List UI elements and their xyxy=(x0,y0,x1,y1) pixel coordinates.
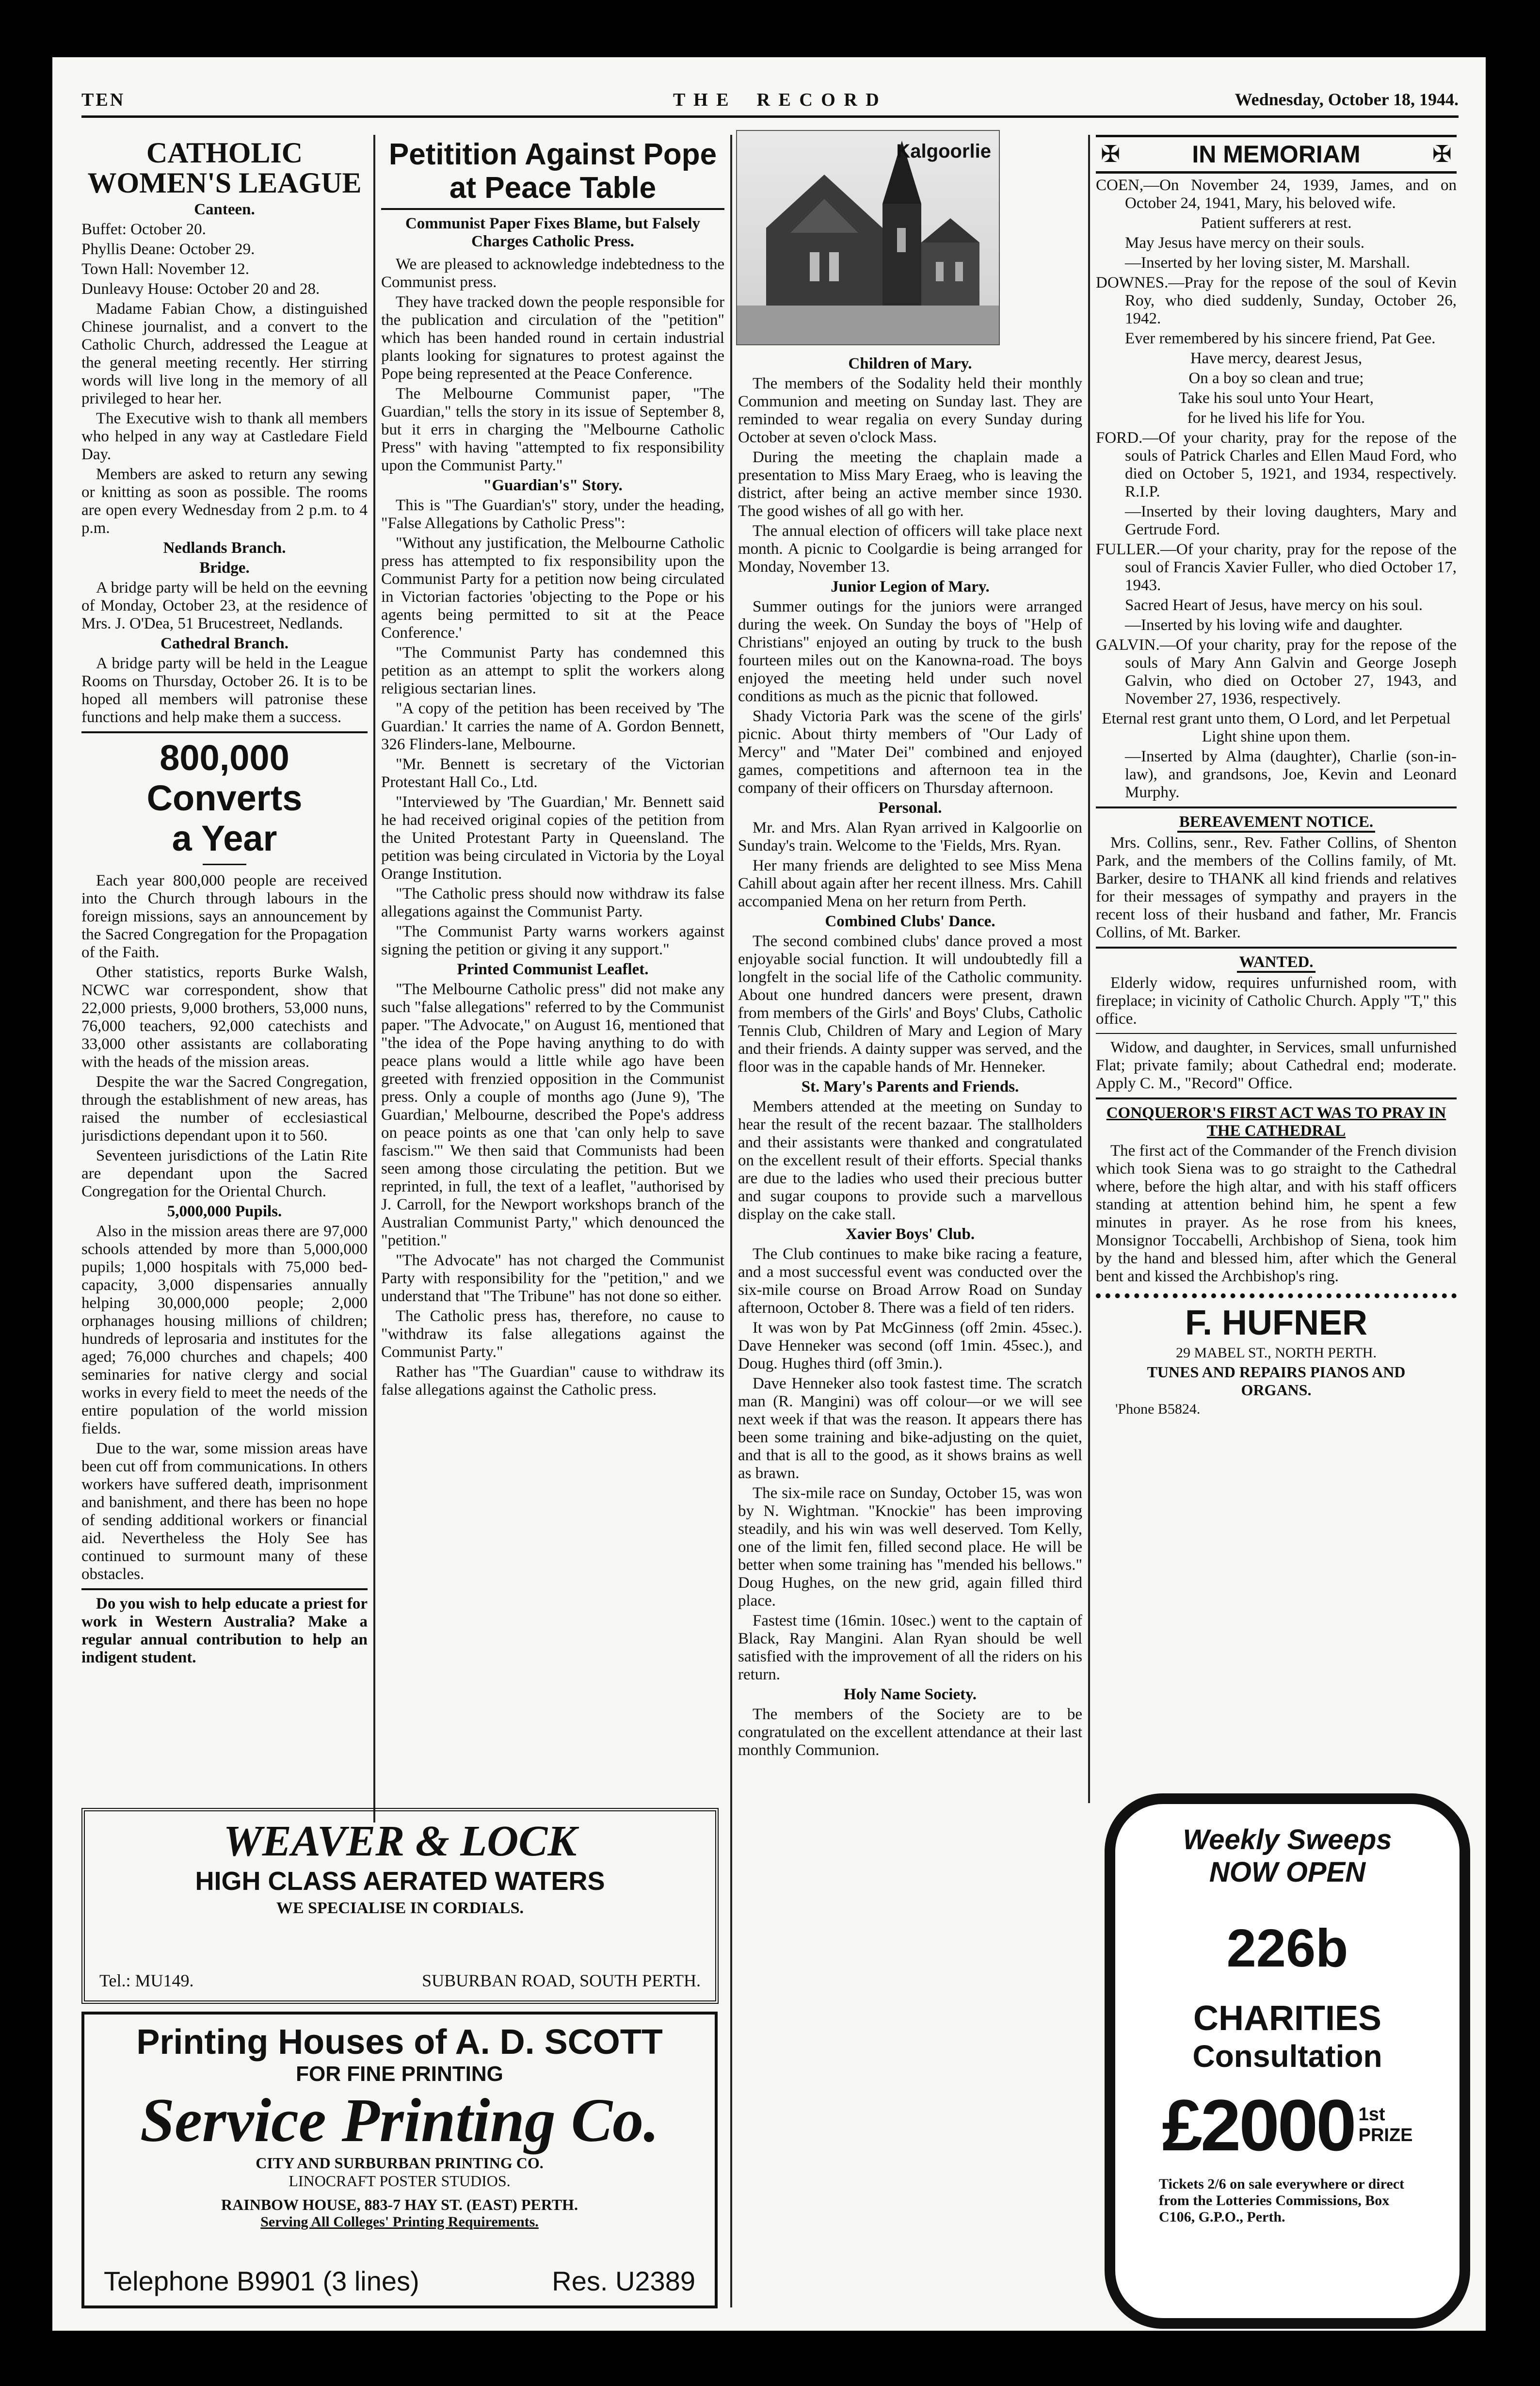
parish-paragraph: During the meeting the chaplain made a presentation to Miss Mary Eraeg, who is leaving the district, after being an active member since 1930. The good wishes of all go with her. xyxy=(738,449,1082,520)
kalgoorlie-church-photo xyxy=(736,130,1000,345)
petition-paragraph: "Interviewed by 'The Guardian,' Mr. Bennett said he had received original copies of the petition from the United Protestant Party in Queensland. The petition was being circulated in Victoria by the Loyal Orange Institution. xyxy=(381,793,724,883)
junior-legion-heading: Junior Legion of Mary. xyxy=(831,578,990,596)
parish-paragraph: The annual election of officers will take place next month. A picnic to Coolgardie is being arranged for Monday, November 13. xyxy=(738,522,1082,576)
conqueror-paragraph: The first act of the Commander of the French division which took Siena was to go straight to the Cathedral where, before the high altar, and with his staff officers standing at attention behind him, he spent a few minutes in prayer. As he rose from his knees, Monsignor Toccabelli, Archbishop of Siena, took him by the hand and blessed him, after which the General bent and kissed the Archbishop's ring. xyxy=(1096,1142,1457,1285)
photo-caption-label: Kalgoorlie xyxy=(896,141,991,162)
sweeps-prize-label2: PRIZE xyxy=(1358,2125,1413,2145)
hufner-ad xyxy=(1096,1303,1457,1418)
weaver-phone: Tel.: MU149. xyxy=(99,1971,194,1990)
children-heading: Children of Mary. xyxy=(848,355,972,372)
cwl-bridge-heading: Bridge. xyxy=(199,559,250,577)
scott-line1: CITY AND SURBURBAN PRINTING CO. xyxy=(256,2154,544,2172)
in-memoriam-header xyxy=(1096,135,1457,174)
sweeps-line1: Weekly Sweeps xyxy=(1183,1824,1392,1855)
weaver-line1: HIGH CLASS AERATED WATERS xyxy=(195,1867,605,1896)
canteen-line: Town Hall: November 12. xyxy=(81,260,249,278)
parish-paragraph: The members of the Sodality held their monthly Communion and meeting on Sunday last. They are reminded to wear regalia on every Sunday during October at seven o'clock Mass. xyxy=(738,375,1082,446)
column-3 xyxy=(738,353,1082,2303)
column-rule xyxy=(373,135,375,1822)
parish-paragraph: Her many friends are delighted to see Miss Mena Cahill about again after her recent illness. Mrs. Cahill accompanied Mena on her return from Perth. xyxy=(738,857,1082,910)
sweeps-prize-row xyxy=(1115,2084,1460,2166)
scott-sub: FOR FINE PRINTING xyxy=(296,2062,503,2086)
personal-heading: Personal. xyxy=(878,799,942,817)
cwl-nedlands-heading: Nedlands Branch. xyxy=(163,539,286,557)
issue-date: Wednesday, October 18, 1944. xyxy=(1235,90,1459,109)
scott-line2: LINOCRAFT POSTER STUDIOS. xyxy=(289,2172,511,2190)
cwl-paragraph: Members are asked to return any sewing or knitting as soon as possible. The rooms are open every Wednesday from 2 p.m. to 4 p.m. xyxy=(81,466,368,537)
petition-paragraph: "A copy of the petition has been received by 'The Guardian.' It carries the name of A. Gordon Bennett, 326 Flinders-lane, Melbourne. xyxy=(381,699,724,753)
weaver-name: WEAVER & LOCK xyxy=(223,1817,577,1865)
bereavement-heading xyxy=(1096,813,1457,831)
column-4 xyxy=(1096,135,1457,1784)
in-memoriam-entries xyxy=(1096,177,1457,802)
cwl-cathedral-heading: Cathedral Branch. xyxy=(160,635,289,652)
petition-paragraph: This is "The Guardian's" story, under the heading, "False Allegations by Catholic Press": xyxy=(381,496,724,532)
converts-title-line2: a Year xyxy=(172,818,277,858)
column-1 xyxy=(81,135,368,1818)
parish-paragraph: The six-mile race on Sunday, October 15, was won by N. Wightman. "Knockie" has been improving steadily, and his win was well deserved. Tom Kelly, one of the limit fen, filled second place. He will be better when some training has "mended his bellows." Doug Hughes, on the new grid, again filled third place. xyxy=(738,1484,1082,1610)
petition-paragraph: "The Melbourne Catholic press" did not make any such "false allegations" referred to by the Communist paper. "The Advocate," on August 16, mentioned that "the idea of the Pope having anything to do with peace plans would a little while ago have been greeted with frenzied opposition in the Communist press. Only a couple of months ago (June 9), 'The Guardian,' Melbourne, described the Pope's address on peace points as one that 'can only help to save fascism.'" We then said that Communists had been seen among those circulating the petition. But we reprinted, in full, the text of a leaflet, "authorised by J. Carroll, for the Newport workshops branch of the Australian Communist Party," which denounced the "petition." xyxy=(381,980,724,1249)
memoriam-entry: Eternal rest grant unto them, O Lord, and let Perpetual Light shine upon them. xyxy=(1102,710,1451,745)
church-illustration xyxy=(737,131,999,344)
cwl-paragraph: A bridge party will be held in the League Rooms on Thursday, October 26. It is to be hoped all members will patronise these functions and help make them a success. xyxy=(81,655,368,726)
memoriam-entry: Patient sufferers at rest. xyxy=(1201,214,1352,232)
parish-paragraph: Dave Henneker also took fastest time. The scratch man (R. Mangini) was off colour—or we will see next week if that was the reason. It appears there has been some training and bike-adjusting on the quiet, and that is all to the good, as it shows brains as well as brawn. xyxy=(738,1375,1082,1482)
scott-address: RAINBOW HOUSE, 883-7 HAY ST. (EAST) PERTH. xyxy=(221,2196,578,2213)
converts-paragraph: Also in the mission areas there are 97,000 schools attended by more than 5,000,000 pupils; 1,000 hospitals with 75,000 bed-capacity, 3,000 dispensaries annually helping 30,000,000 people; 2,000 orphanages housing millions of children; hundreds of leprosaria and institutes for the aged; 76,000 churches and chapels; 400 seminaries for native clergy and social works in every field to meet the needs of the entire population of the world mission fields. xyxy=(81,1222,368,1437)
memoriam-entry: DOWNES.—Pray for the repose of the soul of Kevin Roy, who died suddenly, Sunday, October 26, 1942. xyxy=(1096,274,1457,327)
canteen-line: Dunleavy House: October 20 and 28. xyxy=(81,280,320,298)
wanted-ad: Widow, and daughter, in Services, small unfurnished Flat; private family; about Cathedral end; moderate. Apply C. M., "Record" Office. xyxy=(1096,1039,1457,1092)
converts-title-line1: 800,000 Converts xyxy=(146,738,303,818)
memoriam-entry: FORD.—Of your charity, pray for the repose of the souls of Patrick Charles and Ellen Maud Ford, who died on October 5, 1921, and 1934, respectively. R.I.P. xyxy=(1096,429,1457,500)
parish-paragraph: It was won by Pat McGinness (off 2min. 45sec.). Dave Henneker was second (off 1min. 45sec.), and Doug. Hughes third (off 3min.). xyxy=(738,1319,1082,1372)
parish-paragraph: Members attended at the meeting on Sunday to hear the result of the recent bazaar. The stallholders and their assistants were thanked and congratulated on the excellent result of their efforts. Special thanks are due to the ladies who used their precious butter and sugar coupons to provide such a marvellous display on the cake stall. xyxy=(738,1098,1082,1223)
petition-paragraph: They have tracked down the people responsible for the publication and circulation of the "petition" which has been handed round in certain industrial plants looking for signatures to protest against the Pope being represented at the Peace Conference. xyxy=(381,293,724,383)
converts-pupils-heading: 5,000,000 Pupils. xyxy=(167,1202,282,1220)
bereavement-notice: Mrs. Collins, senr., Rev. Father Collins, of Shenton Park, and the members of the Collins family, of Mt. Barker, desire to THANK all kind friends and relatives for their messages of sympathy and prayers in the recent loss of their husband and father, Mr. Francis Collins, of Mt. Barker. xyxy=(1096,834,1457,941)
divider xyxy=(1096,1033,1457,1034)
sweeps-prize-label1: 1st xyxy=(1358,2104,1385,2125)
paper-name: T H E R E C O R D xyxy=(673,90,881,110)
wanted-heading-text: WANTED. xyxy=(1237,953,1315,973)
cwl-title: CATHOLIC WOMEN'S LEAGUE xyxy=(87,137,362,199)
conqueror-heading: CONQUEROR'S FIRST ACT WAS TO PRAY IN THE CATHEDRAL xyxy=(1106,1104,1446,1140)
divider xyxy=(1096,806,1457,808)
parish-paragraph: The members of the Society are to be congratulated on the excellent attendance at their last monthly Communion. xyxy=(738,1706,1082,1759)
petition-subtitle: Communist Paper Fixes Blame, but Falsely Charges Catholic Press. xyxy=(405,214,701,250)
newspaper-page xyxy=(52,57,1486,2331)
scott-phone: Telephone B9901 (3 lines) xyxy=(104,2266,419,2296)
divider xyxy=(1096,947,1457,949)
column-rule xyxy=(1088,135,1090,1803)
parish-paragraph: Fastest time (16min. 10sec.) went to the captain of Black, Ray Mangini. Alan Ryan should be well satisfied with the improvement of all the riders on his return. xyxy=(738,1612,1082,1683)
st-marys-heading: St. Mary's Parents and Friends. xyxy=(801,1078,1019,1096)
memoriam-entry: for he lived his life for You. xyxy=(1187,409,1365,427)
converts-paragraph: Each year 800,000 people are received into the Church through labours in the foreign missions, says an announcement by the Sacred Congregation for the Propagation of the Faith. xyxy=(81,871,368,961)
weaver-line2: WE SPECIALISE IN CORDIALS. xyxy=(276,1899,524,1917)
memoriam-entry: —Inserted by her loving sister, M. Marshall. xyxy=(1125,254,1410,272)
memoriam-entry: —Inserted by their loving daughters, Mary and Gertrude Ford. xyxy=(1125,503,1457,538)
petition-title-line1: Petitition Against Pope xyxy=(388,138,717,171)
petition-paragraph: The Catholic press has, therefore, no cause to "withdraw its false allegations against the Communist Party." xyxy=(381,1307,724,1361)
cwl-canteen-heading: Canteen. xyxy=(194,201,255,218)
memoriam-entry: Take his soul unto Your Heart, xyxy=(1179,389,1374,407)
scott-res: Res. U2389 xyxy=(552,2266,695,2296)
parish-paragraph: Mr. and Mrs. Alan Ryan arrived in Kalgoorlie on Sunday's train. Welcome to the 'Fields, Mrs. Ryan. xyxy=(738,819,1082,854)
column-rule xyxy=(730,135,732,2307)
sweeps-tickets: Tickets 2/6 on sale everywhere or direct from the Lotteries Commissions, Box C106, G.P.O., Perth. xyxy=(1159,2176,1405,2225)
sweeps-line4: Consultation xyxy=(1192,2039,1382,2074)
petition-paragraph: "Mr. Bennett is secretary of the Victorian Protestant Hall Co., Ltd. xyxy=(381,755,724,791)
petition-paragraph: "The Catholic press should now withdraw its false allegations against the Communist Party. xyxy=(381,885,724,920)
seminary-appeal: Do you wish to help educate a priest for work in Western Australia? Make a regular annual contribution to help an indigent student. xyxy=(81,1595,368,1666)
memoriam-entry: Sacred Heart of Jesus, have mercy on his soul. xyxy=(1125,596,1423,614)
cwl-canteen-list xyxy=(81,221,368,298)
clubs-dance-heading: Combined Clubs' Dance. xyxy=(825,913,995,930)
memoriam-entry: Have mercy, dearest Jesus, xyxy=(1190,350,1363,367)
divider xyxy=(81,731,368,733)
memoriam-entry: COEN,—On November 24, 1939, James, and on October 24, 1941, Mary, his beloved wife. xyxy=(1096,177,1457,212)
sweeps-prize-label xyxy=(1359,2104,1413,2146)
parish-paragraph: Shady Victoria Park was the scene of the girls' picnic. About thirty members of "Our Lady of Mercy" and "Mater Dei" combined and enjoyed games, competitions and afternoon tea in the company of their officers on Thursday afternoon. xyxy=(738,708,1082,797)
xavier-club-heading: Xavier Boys' Club. xyxy=(845,1225,975,1243)
hufner-phone: 'Phone B5824. xyxy=(1115,1401,1201,1417)
sweeps-line3: CHARITIES xyxy=(1193,1999,1382,2038)
maltese-cross-icon: ✠ xyxy=(1101,142,1121,167)
memoriam-entry: May Jesus have mercy on their souls. xyxy=(1125,234,1364,252)
divider xyxy=(1096,1097,1457,1099)
parish-paragraph: The second combined clubs' dance proved a most enjoyable social function. It will undoubtedly fill a longfelt in the social life of the Catholic community. About one hundred dancers were present, drawn from members of the Girls' and Boys' Clubs, Catholic Tennis Club, Children of Mary and Legion of Mary and their friends. A dainty supper was served, and the floor was in the capable hands of Mr. Henneker. xyxy=(738,933,1082,1076)
hufner-service: TUNES AND REPAIRS PIANOS AND ORGANS. xyxy=(1147,1363,1406,1399)
holy-name-heading: Holy Name Society. xyxy=(843,1686,977,1703)
weekly-sweeps-ad xyxy=(1105,1793,1470,2329)
divider xyxy=(203,864,246,865)
parish-paragraph: Summer outings for the juniors were arranged during the week. On Sunday the boys of "Help of Christians" enjoyed an outing by truck to the bush fourteen miles out on the Kanowna-road. The boys enjoyed the meeting held under such novel conditions as much as the picnic that followed. xyxy=(738,598,1082,705)
petition-paragraph: "The Advocate" has not charged the Communist Party with responsibility for the "petition," and we understand that "The Tribune" has not done so either. xyxy=(381,1251,724,1305)
petition-leaflet-heading: Printed Communist Leaflet. xyxy=(457,960,649,978)
petition-paragraph: The Melbourne Communist paper, "The Guardian," tells the story in its issue of September 8, but it errs in charging the "Melbourne Catholic Press" with having "attempted to fix responsibility upon the Communist Party." xyxy=(381,385,724,474)
petition-title-line2: at Peace Table xyxy=(449,171,657,205)
petition-paragraph: Rather has "The Guardian" cause to withdraw its false allegations against the Catholic press. xyxy=(381,1363,724,1399)
wanted-ad: Elderly widow, requires unfurnished room, with fireplace; in vicinity of Catholic Church. Apply "T," this office. xyxy=(1096,974,1457,1028)
converts-paragraph: Other statistics, reports Burke Walsh, NCWC war correspondent, show that 22,000 priests, 9,000 brothers, 53,000 nuns, 76,000 teachers, 92,000 catechists and 33,000 other assistants are collaborating with the heads of the mission areas. xyxy=(81,963,368,1071)
scott-serving: Serving All Colleges' Printing Requirements. xyxy=(260,2214,539,2230)
petition-paragraph: We are pleased to acknowledge indebtedness to the Communist press. xyxy=(381,255,724,291)
converts-paragraph: Due to the war, some mission areas have been cut off from communications. In others workers have suffered death, imprisonment and banishment, and there has been no hope of sending additional workers or financial aid. Nevertheless the Holy See has continued to surmount many of these obstacles. xyxy=(81,1439,368,1583)
scott-brand: Service Printing Co. xyxy=(140,2086,659,2155)
in-memoriam-title: IN MEMORIAM xyxy=(1192,141,1361,168)
scott-printing-ad xyxy=(81,2012,718,2308)
divider xyxy=(81,1588,368,1590)
divider xyxy=(1096,1293,1457,1298)
bereavement-heading-text: BEREAVEMENT NOTICE. xyxy=(1177,813,1375,833)
canteen-line: Buffet: October 20. xyxy=(81,221,206,238)
petition-paragraph: "The Communist Party warns workers against signing the petition or giving it any support." xyxy=(381,922,724,958)
sweeps-line2: NOW OPEN xyxy=(1209,1856,1366,1888)
sweeps-number: 226b xyxy=(1226,1918,1348,1978)
petition-paragraph: "The Communist Party has condemned this petition as an attempt to split the workers along religious sectarian lines. xyxy=(381,644,724,697)
converts-paragraph: Seventeen jurisdictions of the Latin Rite are dependant upon the Sacred Congregation for the Oriental Church. xyxy=(81,1146,368,1200)
masthead xyxy=(81,86,1459,118)
parish-paragraph: The Club continues to make bike racing a feature, and a most successful event was conducted over the six-mile course on Broad Arrow Road on Sunday afternoon, October 8. There was a field of ten riders. xyxy=(738,1245,1082,1317)
petition-title xyxy=(381,138,724,210)
weaver-lock-ad xyxy=(81,1808,719,2004)
petition-story-heading: "Guardian's" Story. xyxy=(483,476,623,494)
cwl-paragraph: Madame Fabian Chow, a distinguished Chinese journalist, and a convert to the Catholic Church, addressed the League at the general meeting recently. Her stirring words will live long in the memory of all privileged to hear her. xyxy=(81,300,368,407)
page-number: TEN xyxy=(81,90,126,110)
memoriam-entry: Ever remembered by his sincere friend, Pat Gee. xyxy=(1125,330,1436,347)
cwl-paragraph: The Executive wish to thank all members who helped in any way at Castledare Field Day. xyxy=(81,410,368,463)
memoriam-entry: GALVIN.—Of your charity, pray for the repose of the souls of Mary Ann Galvin and George Joseph Galvin, who died on October 27, 1943, and November 27, 1936, respectively. xyxy=(1096,636,1457,708)
sweeps-prize: £2000 xyxy=(1162,2084,1355,2166)
cwl-paragraph: A bridge party will be held on the eevning of Monday, October 23, at the residence of Mrs. J. O'Dea, 51 Brucestreet, Nedlands. xyxy=(81,579,368,632)
wanted-heading xyxy=(1096,953,1457,971)
memoriam-entry: —Inserted by Alma (daughter), Charlie (son-in-law), and grandsons, Joe, Kevin and Leonard Murphy. xyxy=(1125,748,1457,801)
converts-title xyxy=(81,738,368,859)
maltese-cross-icon: ✠ xyxy=(1432,142,1452,167)
hufner-address: 29 MABEL ST., NORTH PERTH. xyxy=(1176,1345,1377,1361)
converts-paragraph: Despite the war the Sacred Congregation, through the establishment of new areas, has raised the number of ecclesiastical jurisdictions dependant upon it to 560. xyxy=(81,1073,368,1145)
weaver-address: SUBURBAN ROAD, SOUTH PERTH. xyxy=(422,1971,701,1990)
scott-title: Printing Houses of A. D. SCOTT xyxy=(136,2023,663,2062)
hufner-name: F. HUFNER xyxy=(1185,1304,1367,1342)
petition-paragraph: "Without any justification, the Melbourne Catholic press has attempted to fix responsibility upon the Communist Party for a petition now being circulated in Victorian factories 'objecting to the Pope or his agents being permitted to sit at the Peace Conference.' xyxy=(381,534,724,642)
canteen-line: Phyllis Deane: October 29. xyxy=(81,241,255,258)
memoriam-entry: —Inserted by his loving wife and daughter. xyxy=(1125,616,1403,634)
memoriam-entry: On a boy so clean and true; xyxy=(1188,370,1364,387)
column-2 xyxy=(381,135,724,1818)
memoriam-entry: FULLER.—Of your charity, pray for the repose of the soul of Francis Xavier Fuller, who died October 17, 1943. xyxy=(1096,541,1457,594)
